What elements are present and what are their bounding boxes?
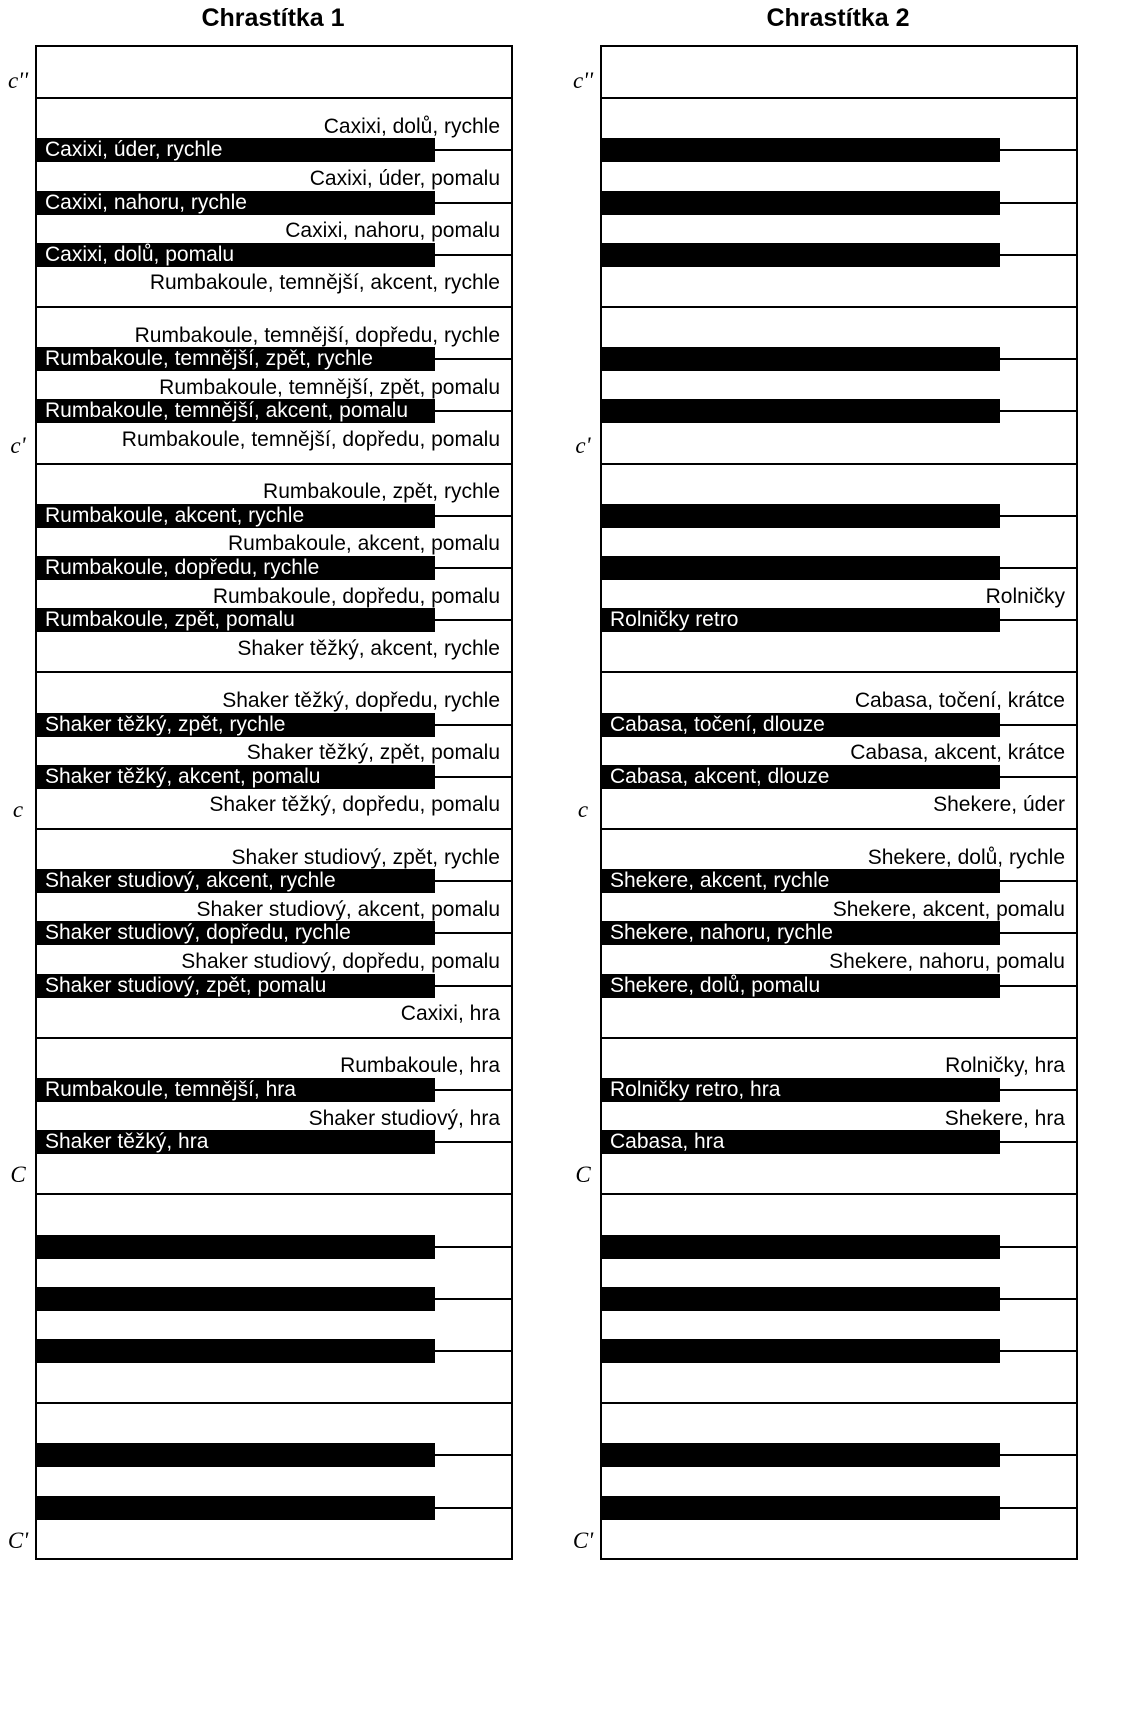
black-key[interactable]: Caxixi, úder, rychle: [37, 138, 435, 162]
black-key[interactable]: Shaker studiový, akcent, rychle: [37, 869, 435, 893]
black-key[interactable]: [602, 138, 1000, 162]
black-key[interactable]: [602, 556, 1000, 580]
black-key[interactable]: Rumbakoule, zpět, pomalu: [37, 608, 435, 632]
black-key[interactable]: [37, 1496, 435, 1520]
octave-label: c: [577, 797, 589, 822]
white-key-label[interactable]: Shekere, akcent, pomalu: [832, 897, 1065, 921]
white-key-label[interactable]: Shekere, hra: [944, 1106, 1065, 1130]
octave-label: c'': [572, 68, 594, 93]
black-key[interactable]: [37, 1443, 435, 1467]
black-key[interactable]: Rolničky retro: [602, 608, 1000, 632]
black-key[interactable]: Shekere, nahoru, rychle: [602, 921, 1000, 945]
white-key-label[interactable]: Shekere, nahoru, pomalu: [829, 950, 1065, 973]
black-key[interactable]: [602, 1287, 1000, 1311]
white-key-label[interactable]: Rumbakoule, hra: [340, 1054, 500, 1078]
black-key[interactable]: Caxixi, dolů, pomalu: [37, 243, 435, 267]
black-key[interactable]: Shaker těžký, hra: [37, 1130, 435, 1154]
white-key-label[interactable]: Shaker studiový, dopředu, pomalu: [181, 950, 500, 973]
black-key[interactable]: Rumbakoule, temnější, akcent, pomalu: [37, 399, 435, 423]
octave-label: C: [575, 1162, 591, 1187]
black-key[interactable]: Shaker studiový, dopředu, rychle: [37, 921, 435, 945]
white-key-label[interactable]: Rumbakoule, akcent, pomalu: [228, 532, 500, 556]
white-key-label[interactable]: Shaker těžký, zpět, pomalu: [246, 741, 500, 765]
white-key-separator: [37, 306, 511, 308]
octave-label: C: [10, 1162, 26, 1187]
black-key[interactable]: [602, 504, 1000, 528]
black-key[interactable]: [602, 347, 1000, 371]
white-key-separator: [37, 97, 511, 99]
white-key-separator: [602, 1037, 1076, 1039]
black-key[interactable]: Rumbakoule, temnější, zpět, rychle: [37, 347, 435, 371]
white-key-label[interactable]: Caxixi, úder, pomalu: [309, 167, 500, 190]
black-key[interactable]: Shekere, akcent, rychle: [602, 869, 1000, 893]
white-key-label[interactable]: Shekere, úder: [933, 793, 1065, 817]
octave-label: c: [12, 797, 24, 822]
black-key[interactable]: Shaker těžký, akcent, pomalu: [37, 765, 435, 789]
black-key[interactable]: Cabasa, hra: [602, 1130, 1000, 1154]
white-key-label[interactable]: Shekere, dolů, rychle: [867, 845, 1065, 869]
black-key[interactable]: [602, 1496, 1000, 1520]
white-key-label[interactable]: Shaker studiový, zpět, rychle: [231, 845, 500, 869]
white-key-separator: [37, 1193, 511, 1195]
white-key-label[interactable]: Caxixi, nahoru, pomalu: [285, 219, 500, 243]
white-key-separator: [602, 828, 1076, 830]
black-key[interactable]: Shaker těžký, zpět, rychle: [37, 713, 435, 737]
white-key-label[interactable]: Rolničky, hra: [945, 1054, 1065, 1078]
keyboard-title: Chrastítka 1: [201, 4, 345, 32]
white-key-separator: [37, 671, 511, 673]
white-key-label[interactable]: Caxixi, dolů, rychle: [323, 114, 500, 138]
white-key-separator: [602, 306, 1076, 308]
black-key[interactable]: [602, 191, 1000, 215]
white-key-label[interactable]: Cabasa, akcent, krátce: [850, 741, 1065, 765]
white-key-separator: [602, 1402, 1076, 1404]
white-key-label[interactable]: Shaker studiový, hra: [308, 1106, 500, 1130]
octave-label: C': [572, 1528, 594, 1553]
white-key-label[interactable]: Caxixi, hra: [400, 1002, 500, 1026]
black-key[interactable]: Rolničky retro, hra: [602, 1078, 1000, 1102]
white-key-separator: [37, 1402, 511, 1404]
white-key-separator: [602, 1193, 1076, 1195]
white-key-label[interactable]: Shaker těžký, dopředu, pomalu: [209, 793, 500, 817]
white-key-separator: [37, 828, 511, 830]
white-key-separator: [602, 671, 1076, 673]
black-key[interactable]: Rumbakoule, temnější, hra: [37, 1078, 435, 1102]
white-key-label[interactable]: Rolničky: [985, 584, 1065, 608]
white-key-label[interactable]: Cabasa, točení, krátce: [854, 689, 1065, 712]
white-key-separator: [37, 463, 511, 465]
white-key-separator: [37, 1037, 511, 1039]
octave-label: c': [10, 433, 26, 458]
white-key-label[interactable]: Rumbakoule, temnější, dopředu, rychle: [134, 323, 500, 347]
black-key[interactable]: Cabasa, akcent, dlouze: [602, 765, 1000, 789]
black-key[interactable]: [602, 399, 1000, 423]
black-key[interactable]: [602, 1235, 1000, 1259]
white-key-label[interactable]: Shaker těžký, akcent, rychle: [237, 636, 500, 660]
black-key[interactable]: Rumbakoule, akcent, rychle: [37, 504, 435, 528]
octave-label: c': [575, 433, 591, 458]
white-key-label[interactable]: Shaker těžký, dopředu, rychle: [222, 689, 500, 712]
keyboard-title: Chrastítka 2: [766, 4, 910, 32]
white-key-label[interactable]: Rumbakoule, temnější, zpět, pomalu: [159, 375, 500, 399]
white-key-separator: [602, 97, 1076, 99]
black-key[interactable]: [37, 1235, 435, 1259]
octave-label: c'': [7, 68, 29, 93]
white-key-label[interactable]: Rumbakoule, temnější, akcent, rychle: [149, 271, 500, 295]
black-key[interactable]: [37, 1287, 435, 1311]
keyboard: [35, 45, 513, 1560]
black-key[interactable]: Cabasa, točení, dlouze: [602, 713, 1000, 737]
black-key[interactable]: Rumbakoule, dopředu, rychle: [37, 556, 435, 580]
white-key-label[interactable]: Rumbakoule, temnější, dopředu, pomalu: [121, 428, 500, 451]
black-key[interactable]: Shekere, dolů, pomalu: [602, 974, 1000, 998]
black-key[interactable]: [602, 1339, 1000, 1363]
white-key-label[interactable]: Rumbakoule, dopředu, pomalu: [212, 584, 500, 608]
black-key[interactable]: [602, 243, 1000, 267]
black-key[interactable]: Caxixi, nahoru, rychle: [37, 191, 435, 215]
white-key-label[interactable]: Shaker studiový, akcent, pomalu: [196, 897, 500, 921]
white-key-separator: [602, 463, 1076, 465]
black-key[interactable]: [37, 1339, 435, 1363]
black-key[interactable]: Shaker studiový, zpět, pomalu: [37, 974, 435, 998]
keyboard: [600, 45, 1078, 1560]
black-key[interactable]: [602, 1443, 1000, 1467]
white-key-label[interactable]: Rumbakoule, zpět, rychle: [263, 480, 500, 504]
octave-label: C': [7, 1528, 29, 1553]
